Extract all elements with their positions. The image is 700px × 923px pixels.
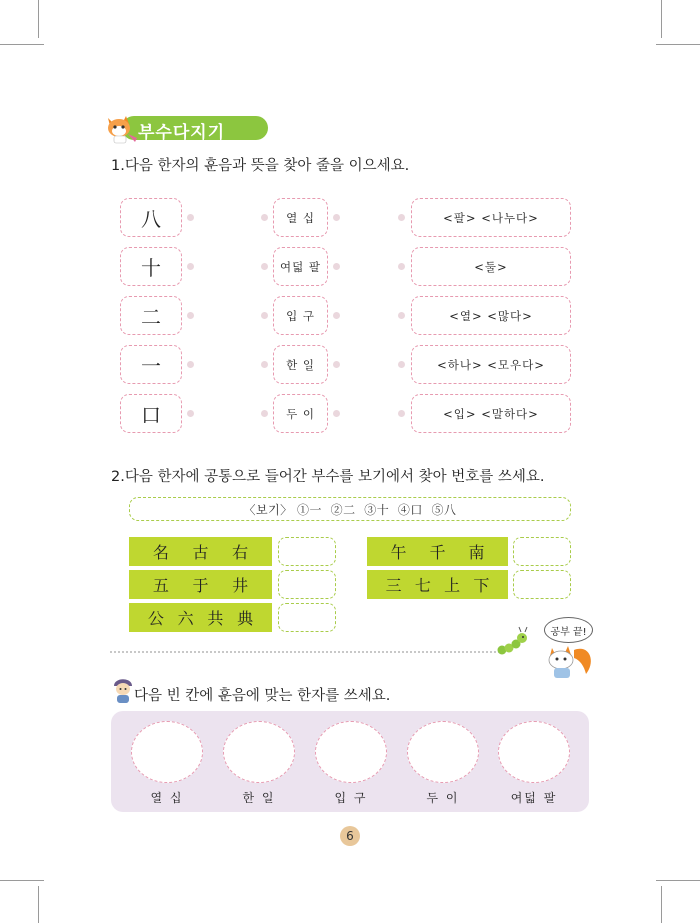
oval-label: 여덟 팔 [510,791,558,805]
connector-dot[interactable] [333,410,340,417]
answer-oval[interactable] [223,721,295,783]
connector-dot[interactable] [333,361,340,368]
banner-title: 부수다지기 [138,123,226,143]
example-text: 〈보기〉 ①一 ②二 ③十 ④口 ⑤八 [243,502,457,517]
meaning-box [411,247,571,286]
example-box [129,497,571,521]
meaning-text: <하나> <모우다> [437,357,545,372]
group-char: 于 [192,576,209,595]
connector-dot[interactable] [187,410,194,417]
oval-label: 두 이 [426,791,460,805]
group-char: 三 [385,576,402,595]
connector-dot[interactable] [187,361,194,368]
connector-dot[interactable] [261,263,268,270]
group-char: 六 [177,609,194,628]
hanja-box [120,345,182,384]
connector-dot[interactable] [187,312,194,319]
reading-box [273,247,328,286]
group-char: 古 [192,543,209,562]
hanja-char: 一 [141,354,161,378]
group-char: 上 [444,576,461,595]
answer-oval[interactable] [131,721,203,783]
kid-character-icon [111,674,135,704]
connector-dot[interactable] [398,214,405,221]
connector-dot[interactable] [261,214,268,221]
group-char: 下 [473,576,490,595]
group-char: 右 [232,543,249,562]
meaning-text: <팔> <나누다> [443,210,539,225]
reading-box [273,394,328,433]
reading-box [273,198,328,237]
hanja-char: 口 [141,403,161,427]
meaning-text: <둘> [474,259,508,274]
caterpillar-icon [497,626,533,656]
hanja-box [120,394,182,433]
group-char: 典 [237,609,254,628]
crop-mark [0,880,44,881]
connector-dot[interactable] [398,263,405,270]
reading-box [273,345,328,384]
connector-dot[interactable] [261,361,268,368]
hanja-group [367,570,508,599]
crop-mark [656,44,700,45]
question-3-instruction: 다음 빈 칸에 훈음에 맞는 한자를 쓰세요. [134,688,391,704]
answer-box[interactable] [513,570,571,599]
group-char: 七 [414,576,431,595]
reading-text: 입 구 [286,308,315,323]
group-char: 公 [147,609,164,628]
meaning-text: <입> <말하다> [443,406,539,421]
crop-mark [38,886,39,923]
meaning-box [411,394,571,433]
connector-dot[interactable] [333,263,340,270]
connector-dot[interactable] [187,214,194,221]
connector-dot[interactable] [398,410,405,417]
page-number: 6 [340,826,360,846]
group-char: 千 [429,543,446,562]
answer-box[interactable] [278,570,336,599]
answer-oval[interactable] [407,721,479,783]
crop-mark [661,0,662,38]
connector-dot[interactable] [261,410,268,417]
oval-label: 열 십 [150,791,184,805]
hanja-group [129,603,272,632]
oval-label: 한 일 [242,791,276,805]
hanja-box [120,198,182,237]
crop-mark [0,44,44,45]
group-char: 南 [468,543,485,562]
answer-oval[interactable] [315,721,387,783]
hanja-box [120,296,182,335]
cat-mascot-icon [104,112,138,144]
reading-text: 열 십 [286,210,315,225]
reading-box [273,296,328,335]
hanja-char: 十 [141,256,161,280]
hanja-group [129,537,272,566]
dotted-separator [110,651,500,653]
group-char: 午 [390,543,407,562]
oval-label: 입 구 [334,791,368,805]
section-banner [104,112,270,144]
hanja-group [367,537,508,566]
fox-character-icon [540,640,596,680]
group-char: 名 [152,543,169,562]
hanja-char: 八 [141,207,161,231]
group-char: 五 [152,576,169,595]
hanja-group [129,570,272,599]
connector-dot[interactable] [333,312,340,319]
connector-dot[interactable] [261,312,268,319]
answer-box[interactable] [513,537,571,566]
answer-oval[interactable] [498,721,570,783]
reading-text: 한 일 [286,357,315,372]
hanja-box [120,247,182,286]
group-char: 共 [207,609,224,628]
reading-text: 두 이 [286,406,315,421]
crop-mark [38,0,39,38]
connector-dot[interactable] [398,361,405,368]
connector-dot[interactable] [333,214,340,221]
question-2-instruction: 2.다음 한자에 공통으로 들어간 부수를 보기에서 찾아 번호를 쓰세요. [111,469,545,485]
answer-box[interactable] [278,603,336,632]
crop-mark [661,886,662,923]
crop-mark [656,880,700,881]
group-char: 井 [232,576,249,595]
reading-text: 여덟 팔 [280,259,321,274]
connector-dot[interactable] [398,312,405,319]
speech-text: 공부 끝! [550,626,587,638]
question-1-instruction: 1.다음 한자의 훈음과 뜻을 찾아 줄을 이으세요. [111,158,410,174]
meaning-text: <열> <많다> [449,308,533,323]
connector-dot[interactable] [187,263,194,270]
answer-box[interactable] [278,537,336,566]
hanja-char: 二 [141,305,161,329]
meaning-box [411,296,571,335]
meaning-box [411,198,571,237]
meaning-box [411,345,571,384]
